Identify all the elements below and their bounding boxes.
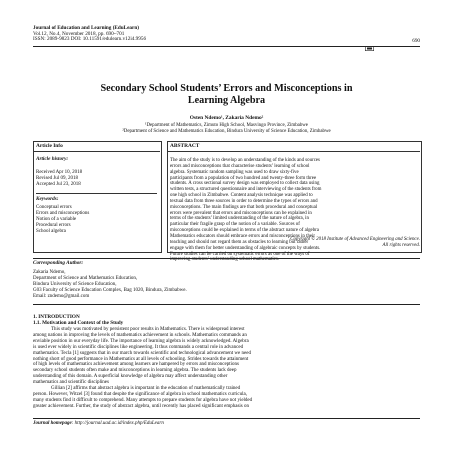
body-line: mathematics. Tecla [1] suggests that in our march towards scientific and technological advancement we need [33,350,251,356]
body-line: of high levels of mathematics achievement among learners are hampered by errors and misconceptions [33,362,239,368]
corresponding-line: G03 Faculty of Science Education Complex, Bag 1020, Bindura, Zimbabwe. [33,288,187,294]
header-rule [33,46,420,47]
abstract-heading: ABSTRACT [170,143,200,149]
abstract-line: students. A cross sectional survey design was employed to collect data using [170,181,320,187]
corresponding-line: Department of Science and Mathematics Education, [33,276,138,282]
body-line: enviable position in our everyday life. The importance of learning algebra is widely acknowledged. Algebra [33,338,249,344]
body-line: understanding of this domain. A superficial knowledge of algebra may affect understanding other [33,374,228,380]
title-line-1: Secondary School Students’ Errors and Misconceptions in [100,83,353,94]
keywords-heading: Keywords: [36,196,59,202]
intro-body [33,327,420,410]
journal-header [33,26,146,43]
homepage-label: Journal homepage [33,421,72,426]
abstract-line: written tests, a structured questionnaire and interviewing of the students from [170,187,322,193]
abstract-line: Future studies can be carried on systematic errors as one of the ways of [170,251,310,257]
subsection-heading: 1.1. Motivation and Context of the Study [33,320,124,326]
corresponding-details [33,270,187,300]
affiliation-2: ²Department of Science and Mathematics Education, Bindura University of Science Education, Zimbabwe [122,128,331,134]
abstract-line: engage with them for better understanding of algebraic concepts by students. [170,245,321,251]
body-line: among nations in improving the levels of mathematics achievement in schools. Mathematics commands an [33,332,247,338]
abstract-line: misconceptions. The main findings are that both procedural and conceptual [170,204,318,210]
abstract-line: improving students’ understanding school mathematics. [170,257,279,263]
keyword-item: Errors and misconceptions [36,211,90,217]
abstract-line: The aim of the study is to develop an understanding of the kinds and sources [170,158,320,163]
body-line: person. However, Witzel [3] found that despite the significance of algebra in school mathematics curricula, [33,391,248,397]
abstract-line: participants from a population of two hundred and twenty-three form three [170,175,317,181]
history-list [36,170,82,188]
title-line-2: Learning Algebra [187,95,266,106]
affiliation-1: ¹Department of Mathematics, Zimuto High School, Masvingo Province, Zimbabwe [145,123,308,128]
abstract-line: errors and misconceptions that characterise students’ learning of school [170,163,310,169]
history-heading: Article history: [36,156,69,162]
history-accepted: Accepted Jul 23, 2018 [36,182,81,188]
abstract-line: algebra. Systematic random sampling was used to draw sixty-five [170,169,299,175]
abstract-line: Mathematics educators should embrace errors and misconceptions in their [170,233,316,239]
section-heading: 1. INTRODUCTION [33,314,80,320]
copyright-line: Copyright © 2018 Institute of Advanced Engineering and Science. [290,237,420,242]
keywords-divider [36,193,157,194]
journal-issn: ISSN: 2089-9823 DOI: 10.11591/edulearn.v12i4.9956 [33,36,147,43]
footer-rule [33,418,420,419]
body-line: secondary school students often make and misconceptions in learning algebra. The students lack deep [33,368,237,374]
copyright-line: All rights reserved. [382,242,420,248]
corresponding-line: Bindura University of Science Education, [33,282,117,288]
page-number: 690 [412,38,420,44]
body-line: many students find it difficult to comprehend. Many attempts to prepare students for algebra have not yielded [33,397,253,403]
abstract-line: errors were prevalent that errors and misconceptions can be explained in [170,210,312,216]
body-line: mathematics and scientific disciplines [33,380,109,386]
affiliations [33,123,420,134]
abstract-line: terms of the students’ limited understanding of the nature of algebra, in [170,216,309,222]
journal-homepage [33,421,164,426]
abstract-line: teaching and should not regard them as obstacles to learning but rather [170,239,309,245]
authors: Osten Ndemo¹, Zakaria Ndemo² [189,115,264,121]
corresponding-bottom-rule [33,304,420,305]
corresponding-heading: Corresponding Author: [33,260,84,266]
journal-name: Journal of Education and Learning (EduLearn) [33,25,139,31]
body-line: greater achievement. Further, the study of abstract algebra, until recently has placed significant emphasis on [33,403,249,409]
corresponding-line: Zakaria Ndemo, [33,270,66,275]
article-info-heading: Article Info [36,143,63,149]
abstract-divider [167,151,420,152]
keyword-item: School algebra [36,229,66,235]
body-line: This study was motivated by persistent poor results in Mathematics. There is widespread interest [51,327,245,332]
keyword-item: Notion of a variable [36,217,77,223]
copyright-notice [170,237,420,249]
abstract-line: particular their fragile grasp of the notion of a variable. Sources of [170,222,300,228]
paper-title [33,83,420,107]
history-revised: Revised Jul 09, 2018 [36,176,78,182]
journal-logo-icon [365,38,374,43]
keywords-list [36,205,89,235]
body-line: nothing short of good performance in Mathematics at all levels of schooling. Strides towards the attainment [33,356,249,362]
corresponding-line: Email: zndemo@gmail.com [33,294,90,300]
journal-volume: Vol.12, No.4, November 2018, pp. 690~701 [33,30,125,37]
corresponding-top-rule [33,258,420,259]
body-line: is used ever widely in scientific disciplines like engineering. It thus commands a central role in advanced [33,344,244,350]
keyword-item: Conceptual errors [36,205,72,210]
abstract-line: one high school in Zimbabwe. Content analysis technique was applied to [170,193,313,199]
history-received: Received Apr 10, 2018 [36,170,83,175]
body-line: Gillian [2] affirms that abstract algebra is important in the education of mathematically trained [51,386,241,392]
article-info-divider [33,151,160,152]
abstract-line: misconceptions could be explained in terms of the abstract nature of algebra [170,228,319,234]
keyword-item: Procedural errors [36,223,71,229]
abstract-line: textual data from three sources in order to determine the types of errors and [170,198,318,204]
homepage-link[interactable]: : http://journal.uad.ac.id/index.php/EduLearn [71,421,164,426]
